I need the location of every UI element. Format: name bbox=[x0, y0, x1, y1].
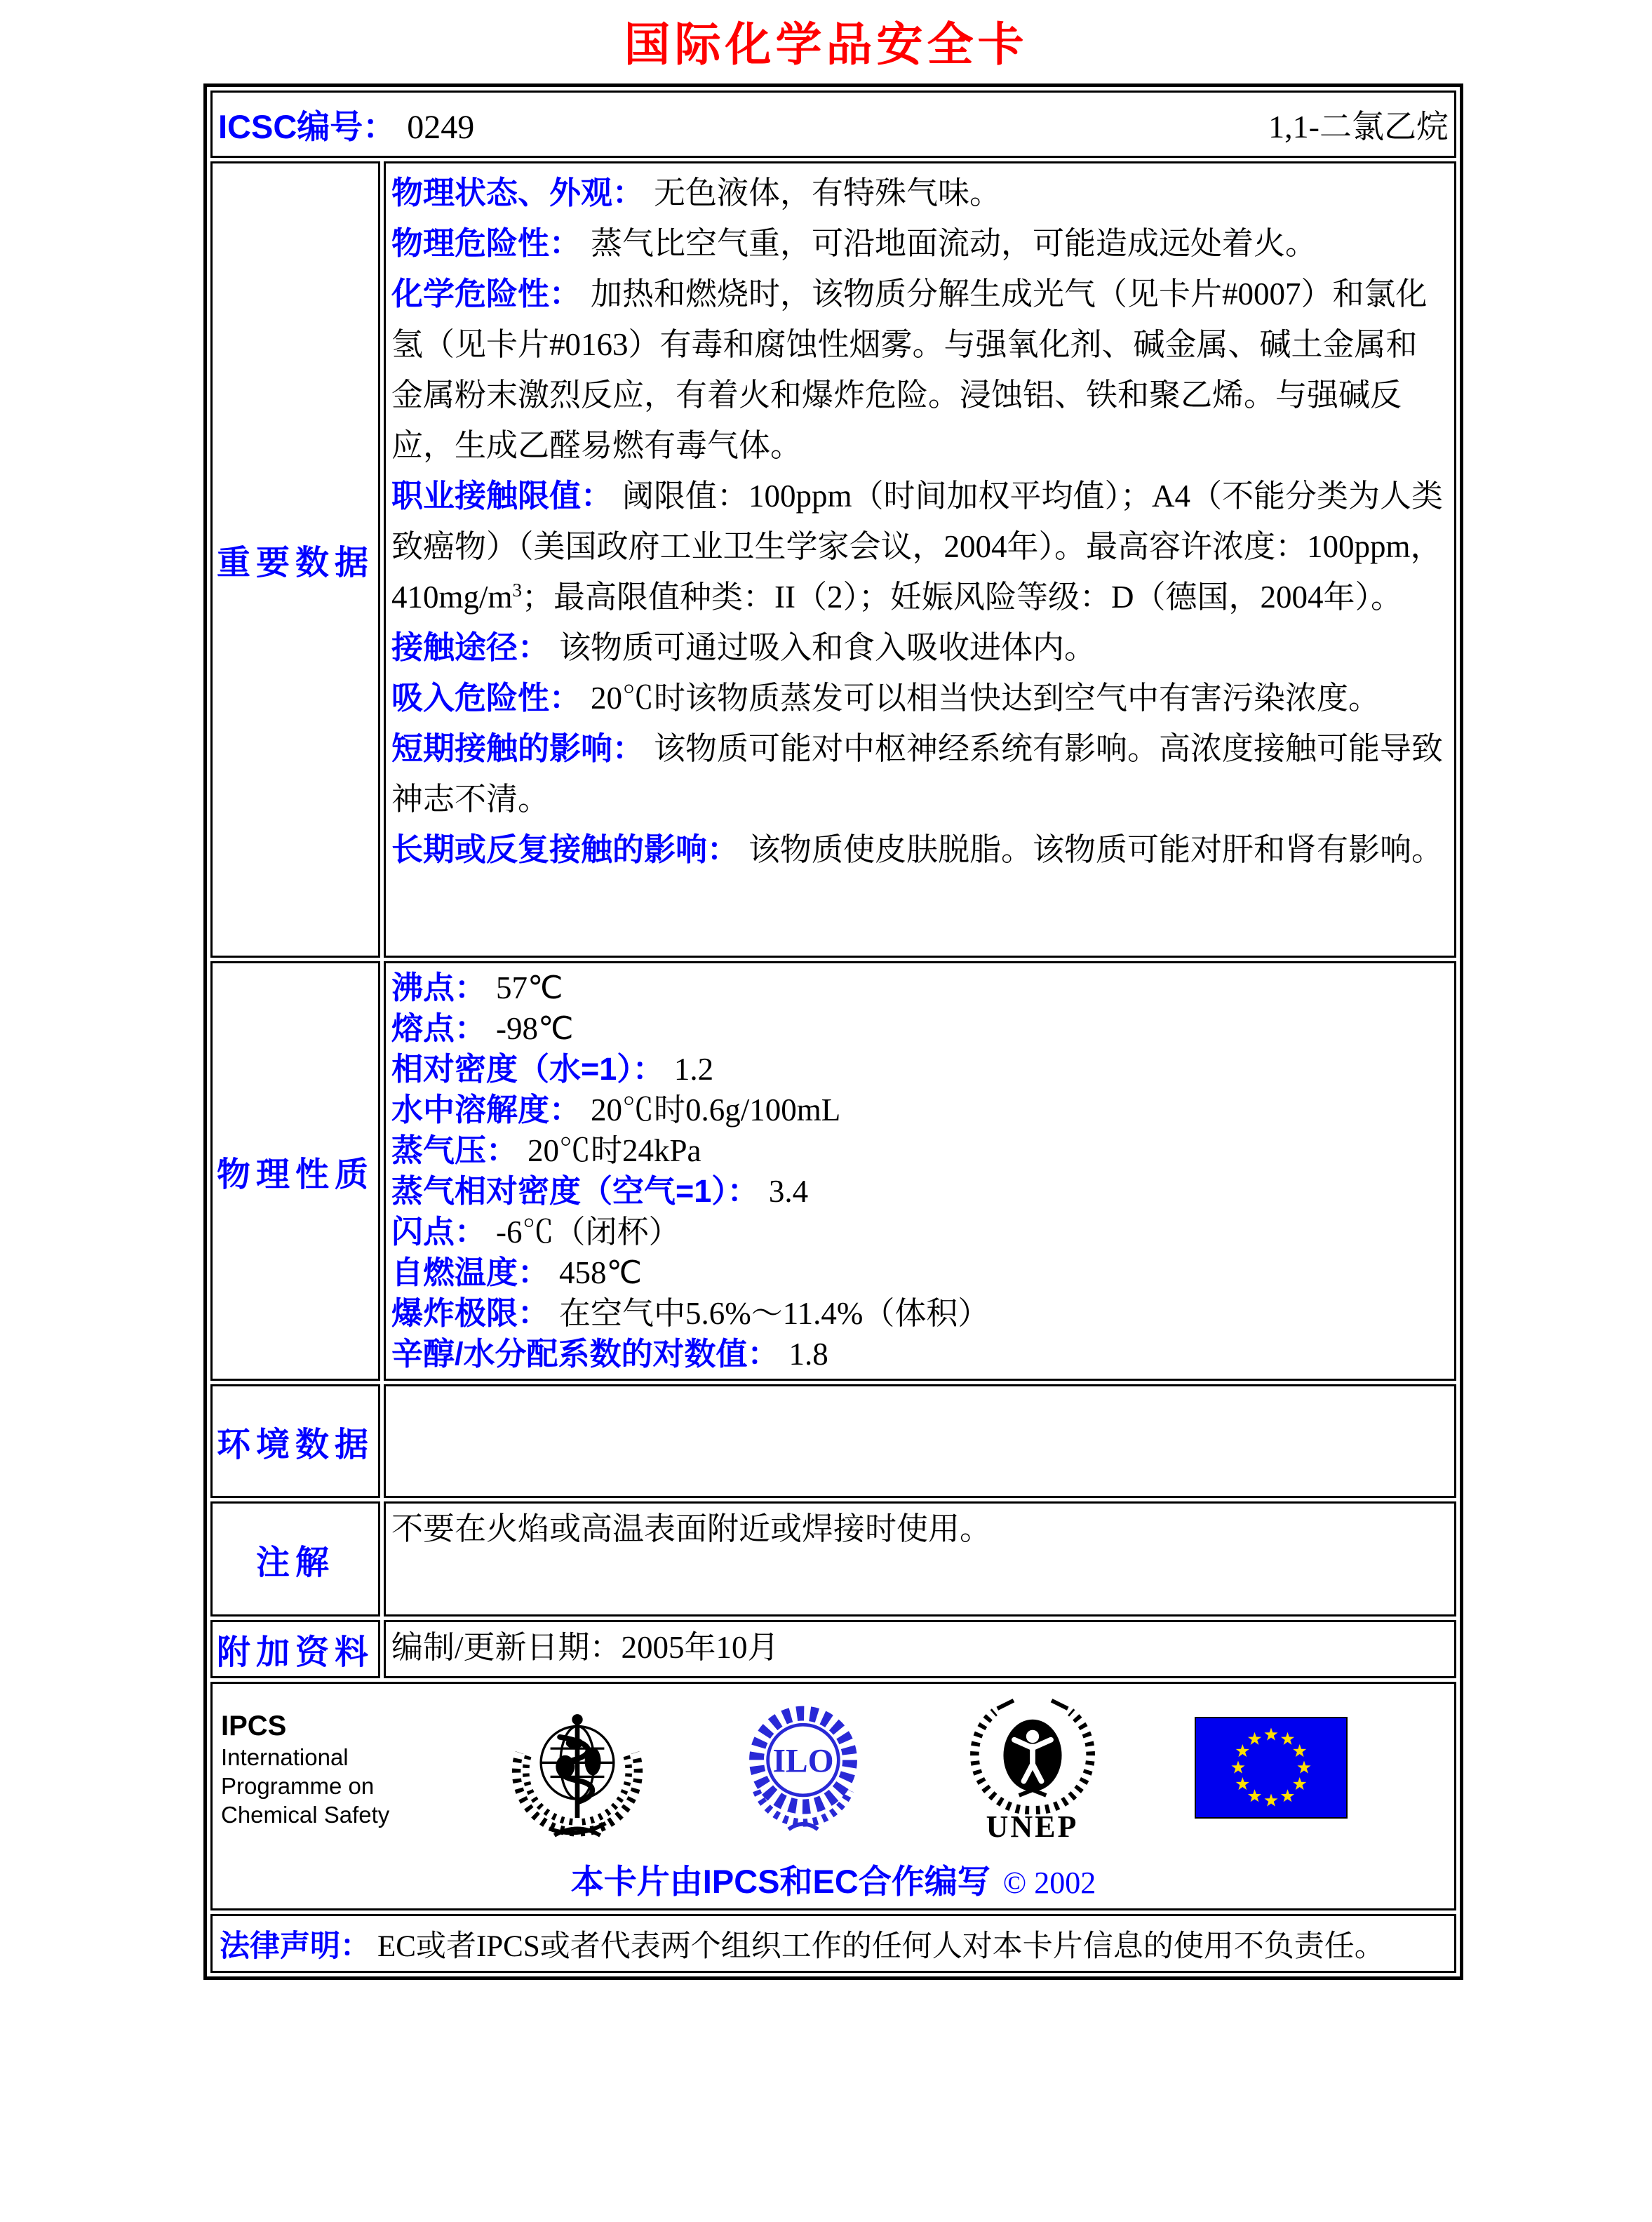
field-label: 水中溶解度： bbox=[391, 1092, 582, 1127]
unep-logo-icon bbox=[962, 1694, 1103, 1845]
legal-label: 法律声明： bbox=[220, 1929, 370, 1963]
icsc-card-table bbox=[203, 83, 1463, 1980]
field-text: 无色液体，有特殊气味。 bbox=[654, 175, 1002, 210]
field-text: 该物质可通过吸入和食入吸收进体内。 bbox=[559, 630, 1096, 665]
prop-boiling-point bbox=[391, 968, 1446, 1008]
field-label: 相对密度（水=1）： bbox=[391, 1051, 664, 1087]
prop-explosive-limits bbox=[391, 1293, 1446, 1334]
field-label: 短期接触的影响： bbox=[391, 730, 645, 766]
field-text: 1.8 bbox=[788, 1337, 828, 1372]
ipcs-line: International bbox=[221, 1744, 349, 1770]
credit-copyright: © 2002 bbox=[1002, 1866, 1096, 1900]
section-label-environmental-data: 环境数据 bbox=[210, 1384, 380, 1498]
prop-relative-density bbox=[391, 1049, 1446, 1090]
legal-text: EC或者IPCS或者代表两个组织工作的任何人对本卡片信息的使用不负责任。 bbox=[377, 1929, 1385, 1963]
field-label: 沸点： bbox=[391, 970, 487, 1005]
ipcs-text-block bbox=[221, 1709, 417, 1829]
ilo-logo-icon bbox=[737, 1699, 870, 1840]
header-row bbox=[210, 91, 1456, 158]
ilo-logo-text: ILO bbox=[772, 1743, 834, 1780]
field-text: 57℃ bbox=[496, 970, 563, 1005]
icsc-number-label: ICSC编号： bbox=[218, 107, 396, 145]
field-label: 化学危险性： bbox=[391, 276, 582, 312]
ipcs-line: Chemical Safety bbox=[221, 1802, 390, 1828]
logos-row bbox=[210, 1682, 1456, 1910]
field-text: 20℃时0.6g/100mL bbox=[591, 1092, 841, 1127]
field-text: 该物质使皮肤脱脂。该物质可能对肝和肾有影响。 bbox=[748, 832, 1444, 867]
field-label: 蒸气压： bbox=[391, 1132, 518, 1168]
field-label: 蒸气相对密度（空气=1）： bbox=[391, 1173, 759, 1209]
section-label-important-data: 重要数据 bbox=[210, 161, 380, 958]
field-label: 自燃温度： bbox=[391, 1254, 550, 1290]
physical-properties-row bbox=[210, 961, 1456, 1381]
physical-properties-content bbox=[384, 961, 1456, 1381]
field-occupational-exposure-limits bbox=[391, 471, 1446, 622]
field-text: 3.4 bbox=[768, 1174, 809, 1209]
notes-content: 不要在火焰或高温表面附近或焊接时使用。 bbox=[384, 1501, 1456, 1617]
section-label-physical-properties: 物理性质 bbox=[210, 961, 380, 1381]
prop-vapour-relative-density bbox=[391, 1171, 1446, 1212]
field-physical-state bbox=[391, 168, 1446, 218]
prop-flash-point bbox=[391, 1212, 1446, 1252]
page-title: 国际化学品安全卡 bbox=[624, 20, 1028, 71]
field-text: 458℃ bbox=[559, 1255, 643, 1290]
unep-logo-text: UNEP bbox=[986, 1809, 1079, 1844]
eu-flag-icon bbox=[1195, 1717, 1348, 1822]
field-text: 20℃时24kPa bbox=[528, 1133, 701, 1168]
field-text: 在空气中5.6%～11.4%（体积） bbox=[559, 1296, 990, 1331]
notes-row bbox=[210, 1501, 1456, 1617]
credit-text: 本卡片由IPCS和EC合作编写 bbox=[570, 1863, 990, 1900]
field-text: -98℃ bbox=[496, 1011, 574, 1046]
field-short-term-effects bbox=[391, 723, 1446, 824]
additional-info-row bbox=[210, 1620, 1456, 1678]
important-data-content bbox=[384, 161, 1456, 958]
prop-octanol-water-partition bbox=[391, 1334, 1446, 1374]
field-text: 该物质可能对中枢神经系统有影响。高浓度接触可能导致神志不清。 bbox=[391, 731, 1444, 817]
additional-info-content: 编制/更新日期：2005年10月 bbox=[384, 1620, 1456, 1678]
field-label: 辛醇/水分配系数的对数值： bbox=[391, 1336, 779, 1372]
field-physical-hazard bbox=[391, 218, 1446, 269]
field-text: 阈限值：100ppm（时间加权平均值）；A4（不能分类为人类致癌物）（美国政府工业卫生学家会议，2004年）。最高容许浓度：100ppm，410mg/m bbox=[391, 478, 1444, 615]
field-label: 熔点： bbox=[391, 1010, 487, 1046]
field-label: 接触途径： bbox=[391, 629, 550, 665]
chemical-name: 1,1-二氯乙烷 bbox=[1268, 109, 1449, 145]
ipcs-line: Programme on bbox=[221, 1773, 375, 1799]
icsc-document-page bbox=[0, 7, 1652, 1980]
field-label: 物理状态、外观： bbox=[391, 175, 645, 210]
prop-water-solubility bbox=[391, 1090, 1446, 1130]
legal-row bbox=[210, 1914, 1456, 1973]
environmental-data-content bbox=[384, 1384, 1456, 1498]
field-label: 吸入危险性： bbox=[391, 680, 582, 716]
field-label: 职业接触限值： bbox=[391, 478, 613, 514]
field-routes-of-exposure bbox=[391, 622, 1446, 673]
prop-melting-point bbox=[391, 1008, 1446, 1049]
logos-cell bbox=[210, 1682, 1456, 1910]
field-chemical-hazard bbox=[391, 269, 1446, 471]
field-text: ；最高限值种类：II（2）；妊娠风险等级：D（德国，2004年）。 bbox=[522, 580, 1402, 615]
superscript-3: 3 bbox=[512, 580, 523, 601]
important-data-row bbox=[210, 161, 1456, 958]
section-label-additional-info: 附加资料 bbox=[210, 1620, 380, 1678]
legal-cell bbox=[210, 1914, 1456, 1973]
field-label: 爆炸极限： bbox=[391, 1295, 550, 1331]
field-text: 20℃时该物质蒸发可以相当快达到空气中有害污染浓度。 bbox=[591, 681, 1381, 716]
prop-autoignition-temperature bbox=[391, 1252, 1446, 1293]
credit-line bbox=[213, 1856, 1454, 1903]
field-text: 1.2 bbox=[673, 1052, 714, 1087]
field-text: -6℃（闭杯） bbox=[496, 1214, 680, 1250]
icsc-number-group bbox=[218, 101, 474, 148]
field-inhalation-risk bbox=[391, 673, 1446, 723]
field-long-term-effects bbox=[391, 824, 1446, 875]
field-text: 蒸气比空气重，可沿地面流动，可能造成远处着火。 bbox=[591, 226, 1317, 261]
field-text: 加热和燃烧时，该物质分解生成光气（见卡片#0007）和氯化氢（见卡片#0163）有毒和腐蚀性烟雾。与强氧化剂、碱金属、碱土金属和金属粉末激烈反应，有着火和爆炸危险。浸蚀铝、铁和聚乙烯。与强碱反应，生成乙醛易燃有毒气体。 bbox=[391, 276, 1428, 463]
prop-vapour-pressure bbox=[391, 1130, 1446, 1171]
who-logo-icon bbox=[510, 1696, 645, 1842]
section-label-notes: 注解 bbox=[210, 1501, 380, 1617]
field-label: 闪点： bbox=[391, 1214, 487, 1250]
header-cell bbox=[210, 91, 1456, 158]
field-label: 物理危险性： bbox=[391, 225, 582, 261]
ipcs-title: IPCS bbox=[221, 1711, 287, 1741]
environmental-data-row bbox=[210, 1384, 1456, 1498]
field-label: 长期或反复接触的影响： bbox=[391, 831, 739, 867]
icsc-number-value: 0249 bbox=[407, 108, 475, 146]
